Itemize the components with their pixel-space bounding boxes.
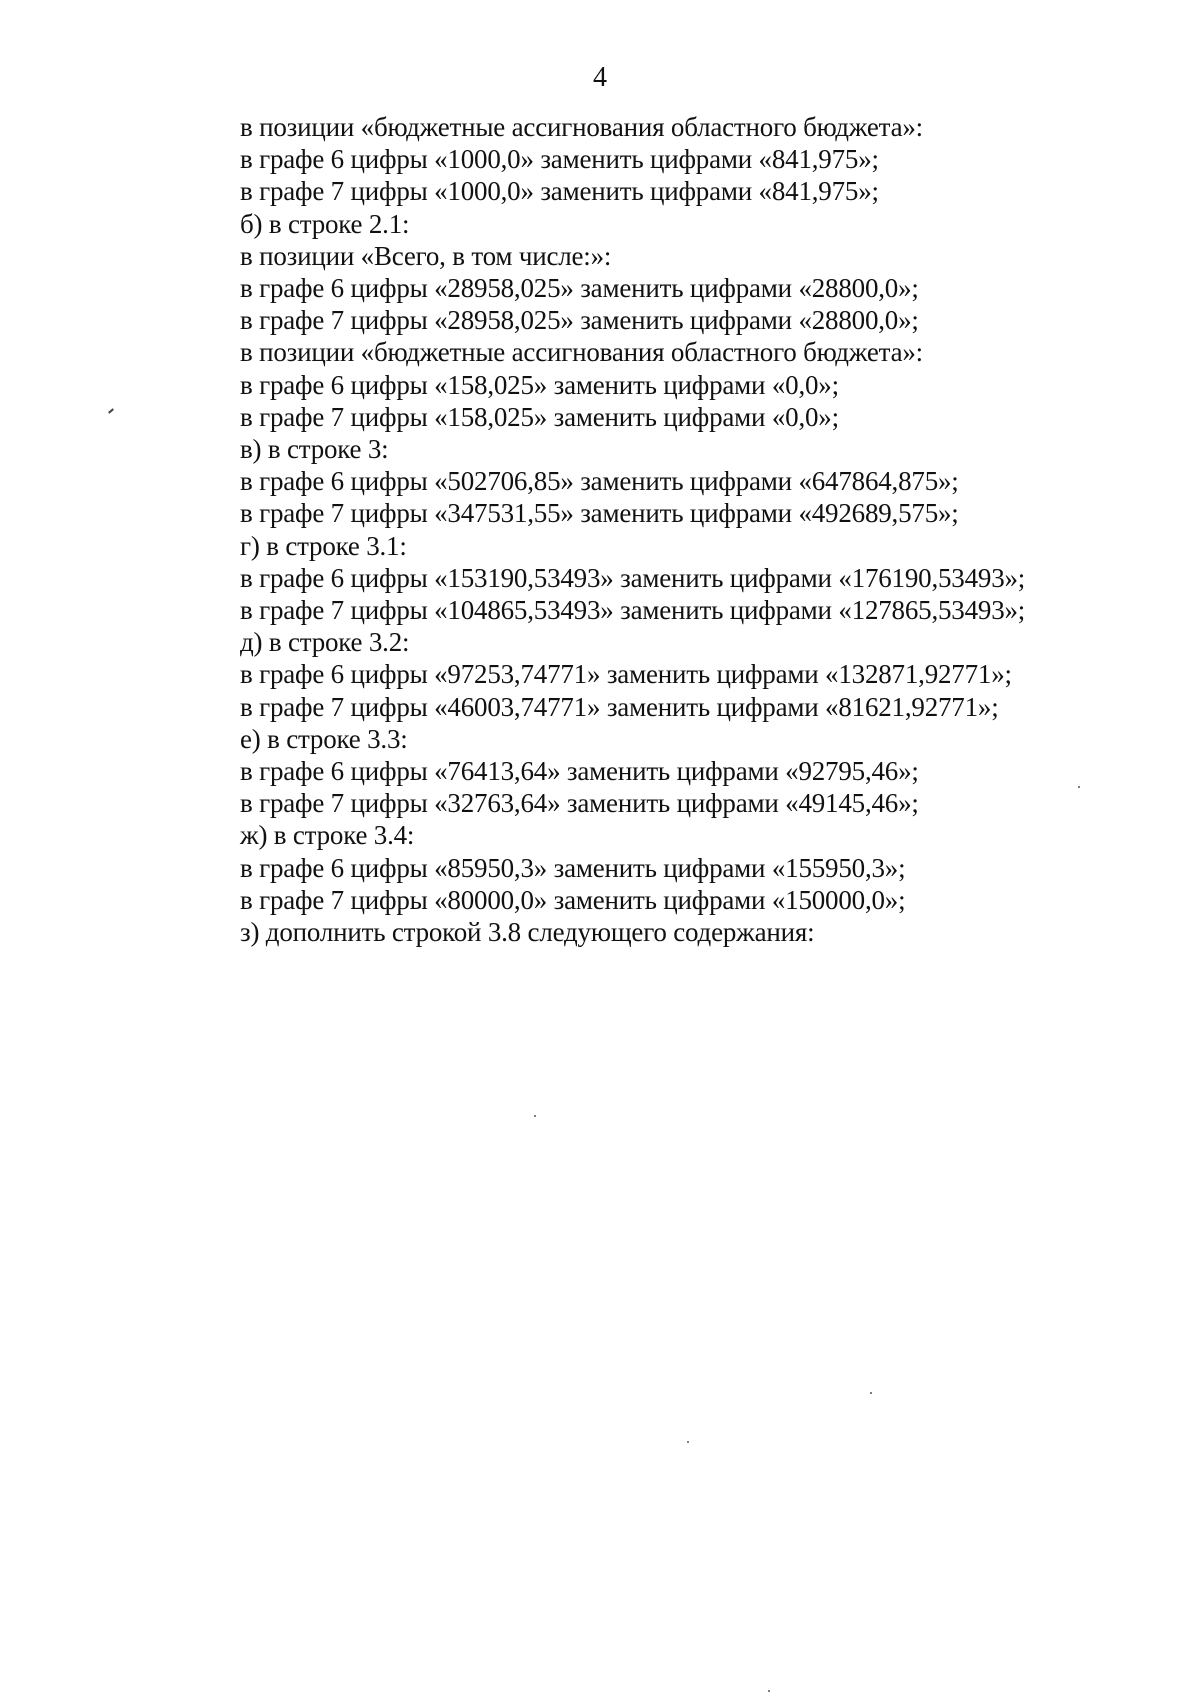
text-line: в графе 7 цифры «347531,55» заменить цифрами «492689,575»;	[240, 498, 959, 529]
text-line: в) в строке 3:	[240, 434, 389, 465]
text-line: в графе 6 цифры «158,025» заменить цифрами «0,0»;	[240, 369, 839, 400]
text-line: в графе 7 цифры «1000,0» заменить цифрами «841,975»;	[240, 176, 879, 207]
text-line: б) в строке 2.1:	[240, 208, 410, 239]
text-line: в графе 7 цифры «158,025» заменить цифрами «0,0»;	[240, 401, 839, 432]
text-line: в графе 6 цифры «502706,85» заменить цифрами «647864,875»;	[240, 466, 959, 497]
text-line: е) в строке 3.3:	[240, 723, 408, 754]
text-line: ж) в строке 3.4:	[240, 820, 415, 851]
text-line: в графе 7 цифры «46003,74771» заменить цифрами «81621,92771»;	[240, 691, 999, 722]
scan-speck	[534, 1115, 536, 1117]
scan-speck	[687, 1441, 689, 1443]
amendment-text	[240, 111, 1140, 948]
text-line: в графе 6 цифры «97253,74771» заменить цифрами «132871,92771»;	[240, 659, 1012, 690]
scan-speck	[768, 1690, 770, 1692]
text-line: д) в строке 3.2:	[240, 627, 410, 658]
text-line: г) в строке 3.1:	[240, 530, 407, 561]
text-line: в позиции «Всего, в том числе:»:	[240, 240, 612, 271]
text-line: в графе 7 цифры «32763,64» заменить цифрами «49145,46»;	[240, 788, 919, 819]
scan-mark	[108, 408, 114, 413]
text-line: в позиции «бюджетные ассигнования областного бюджета»:	[240, 337, 923, 368]
scan-speck	[1078, 786, 1080, 788]
text-line: в графе 7 цифры «28958,025» заменить цифрами «28800,0»;	[240, 305, 919, 336]
page-number: 4	[593, 62, 607, 93]
text-line: в графе 7 цифры «80000,0» заменить цифрами «150000,0»;	[240, 884, 906, 915]
text-line: в графе 6 цифры «153190,53493» заменить цифрами «176190,53493»;	[240, 562, 1026, 593]
text-line: в графе 6 цифры «28958,025» заменить цифрами «28800,0»;	[240, 273, 919, 304]
text-line: в позиции «бюджетные ассигнования областного бюджета»:	[240, 112, 923, 142]
text-line: в графе 6 цифры «76413,64» заменить цифрами «92795,46»;	[240, 756, 919, 787]
text-line: з) дополнить строкой 3.8 следующего содержания:	[240, 917, 815, 948]
text-line: в графе 6 цифры «85950,3» заменить цифрами «155950,3»;	[240, 852, 906, 883]
text-line: в графе 7 цифры «104865,53493» заменить цифрами «127865,53493»;	[240, 595, 1026, 626]
scan-speck	[870, 1392, 872, 1394]
text-line: в графе 6 цифры «1000,0» заменить цифрами «841,975»;	[240, 144, 879, 175]
